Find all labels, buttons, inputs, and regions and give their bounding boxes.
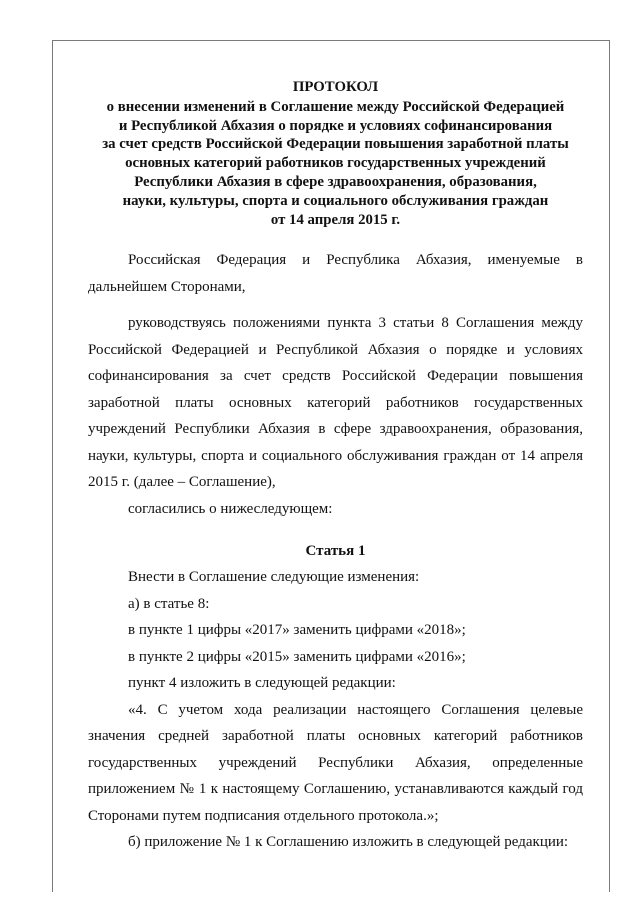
title-line-3: за счет средств Российской Федерации повышения заработной платы [102, 136, 569, 153]
document-page [88, 78, 583, 856]
title-line-5: Республики Абхазия в сфере здравоохранения, образования, [134, 173, 537, 190]
title-heading: ПРОТОКОЛ [292, 79, 379, 95]
article-1-quoted-text: «4. С учетом хода реализации настоящего Соглашения целевые значения средней заработной платы основных категорий работников государственных учреждений Республики Абхазия, определенные приложением № 1 к настоящему Соглашению, устанавливаются каждый год Сторонами путем подписания отдельного протокола.»; [88, 701, 583, 824]
document-title [88, 78, 583, 229]
title-line-2: и Республикой Абхазия о порядке и условиях софинансирования [118, 117, 553, 134]
paragraph-agreed: согласились о нижеследующем: [128, 500, 333, 517]
article-1-point-2: в пункте 2 цифры «2015» заменить цифрами «2016»; [128, 648, 466, 665]
article-1-item-b: б) приложение № 1 к Соглашению изложить в следующей редакции: [128, 834, 569, 851]
paragraph-parties: Российская Федерация и Республика Абхазия, именуемые в дальнейшем Сторонами, [88, 252, 583, 295]
article-1-heading: Статья 1 [305, 543, 366, 560]
title-line-6: науки, культуры, спорта и социального обслуживания граждан [122, 192, 549, 209]
article-1-point-1: в пункте 1 цифры «2017» заменить цифрами «2018»; [128, 622, 466, 639]
title-line-4: основных категорий работников государственных учреждений [125, 155, 546, 172]
article-1-point-4: пункт 4 изложить в следующей редакции: [128, 675, 396, 692]
article-1-intro: Внести в Соглашение следующие изменения: [128, 569, 420, 586]
title-line-7: от 14 апреля 2015 г. [270, 211, 401, 228]
article-1-item-a: а) в статье 8: [128, 595, 210, 612]
title-line-1: о внесении изменений в Соглашение между Российской Федерацией [106, 98, 565, 115]
paragraph-guided-by: руководствуясь положениями пункта 3 статьи 8 Соглашения между Российской Федерацией и Республикой Абхазия о порядке и условиях софинансирования за счет средств Российской Федерации повышения заработной платы основных категорий работников государственных учреждений Республики Абхазия в сфере здравоохранения, образования, науки, культуры, спорта и социального обслуживания граждан от 14 апреля 2015 г. (далее – Соглашение), [88, 315, 583, 491]
